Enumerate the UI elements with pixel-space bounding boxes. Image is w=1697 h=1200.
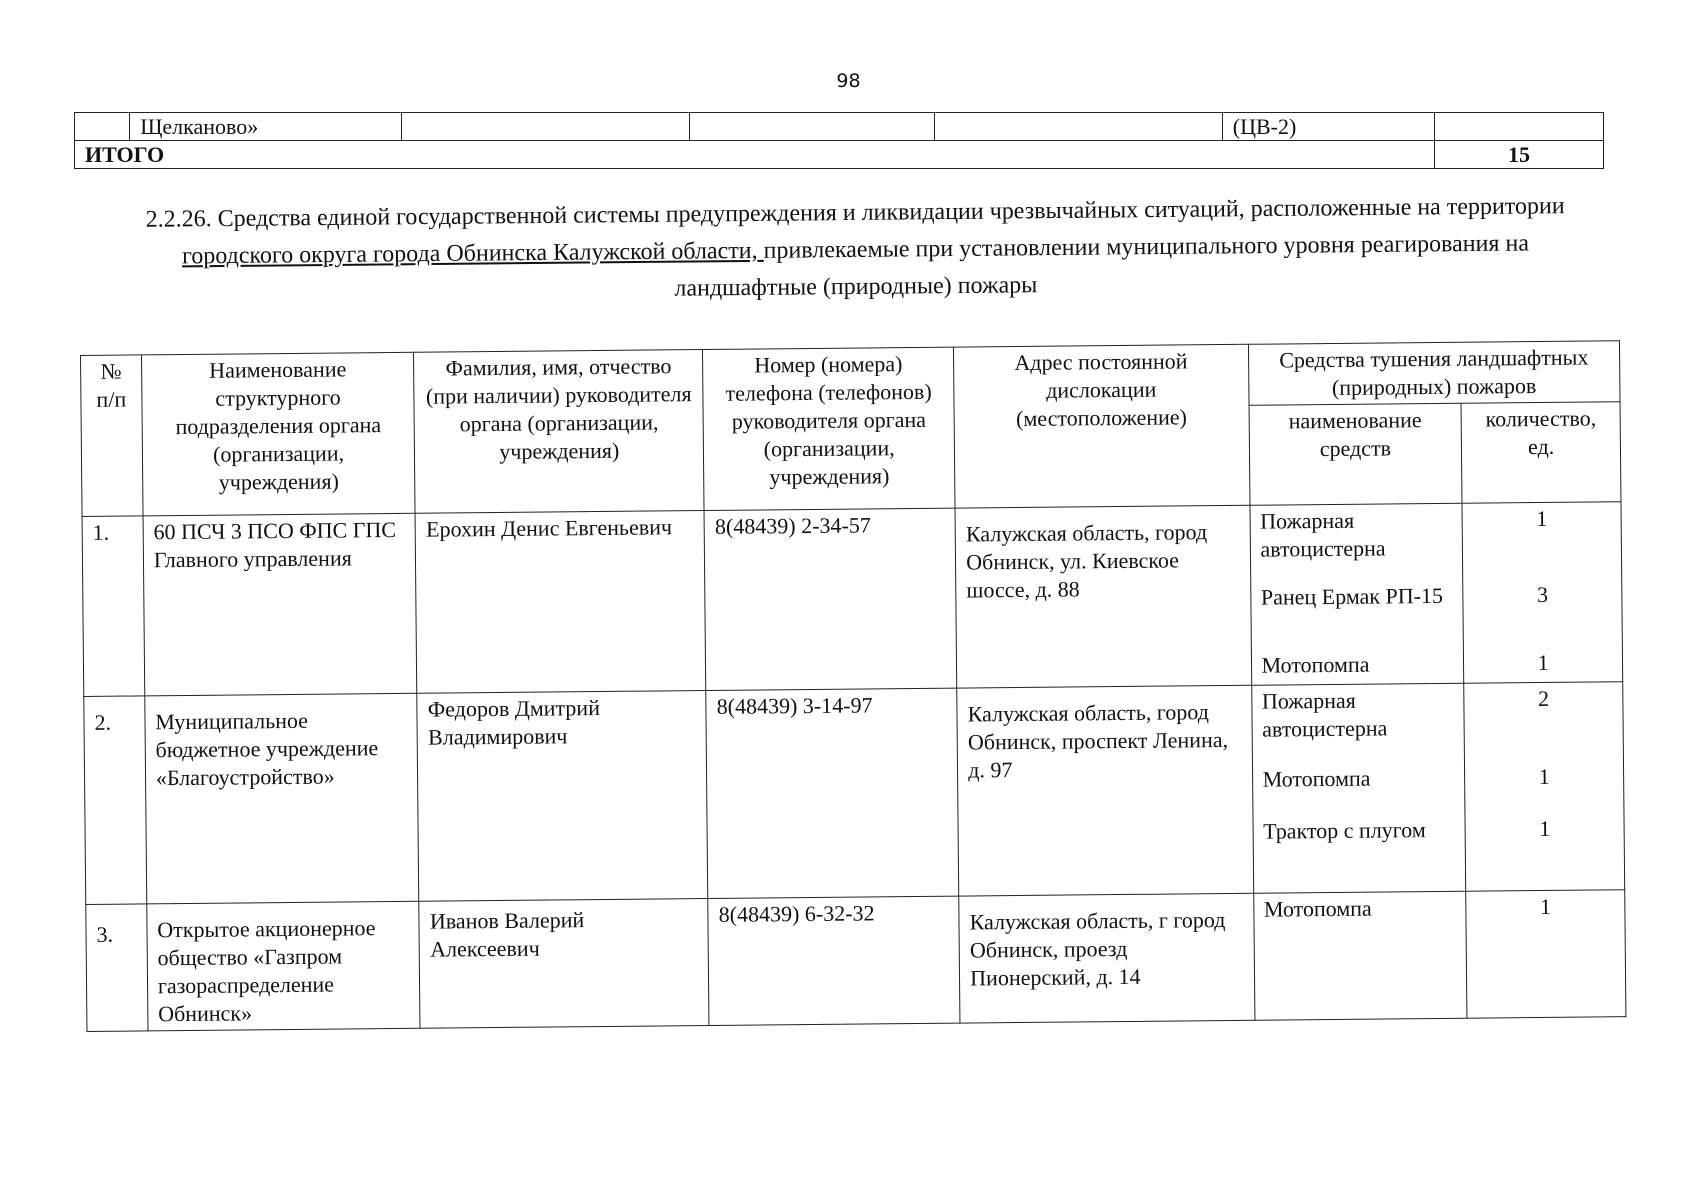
row-address-text: Калужская область, г город Обнинск, проезд Пионерский, д. 14 [969, 907, 1226, 991]
cont-cell-equipment: (ЦВ-2) [1222, 113, 1434, 141]
row-equipment [1250, 503, 1465, 685]
cont-cell-phone [690, 113, 935, 141]
row-qty [1466, 890, 1626, 1019]
cont-cell-fio [402, 113, 690, 141]
header-means-qty: количество, ед. [1461, 402, 1621, 504]
total-label: ИТОГО [75, 141, 1435, 169]
equipment-name: Трактор с плугом [1263, 817, 1426, 844]
row-name [147, 901, 421, 1031]
cont-cell-address [934, 113, 1222, 141]
row-num-text: 3. [96, 921, 114, 947]
row-fio: Федоров Дмитрий Владимирович [417, 691, 708, 902]
row-fio [419, 898, 709, 1028]
equipment-qty: 2 [1537, 685, 1550, 712]
equipment-name: Ранец Ермак РП-15 [1260, 582, 1444, 610]
row-address [959, 893, 1255, 1023]
continuation-table [74, 112, 1604, 169]
equipment-qty: 3 [1536, 581, 1549, 608]
total-value: 15 [1435, 141, 1604, 169]
row-name-text: Открытое акционерное общество «Газпром газораспределение Обнинск» [157, 915, 376, 1027]
row-qty [1464, 682, 1625, 892]
equipment-qty: 1 [1539, 893, 1552, 920]
header-num: № п/п [81, 355, 143, 517]
row-address-text: Калужская область, город Обнинск, проспект Ленина, д. 97 [967, 699, 1229, 783]
equipment-qty: 1 [1538, 763, 1550, 790]
row-num [84, 696, 147, 905]
row-address [955, 505, 1251, 688]
resources-table [80, 340, 1626, 1032]
equipment-name: Пожарная автоцистерна [1260, 507, 1386, 562]
row-num: 1. [82, 516, 145, 697]
cont-cell-qty [1435, 113, 1604, 141]
header-address: Адрес постоянной дислокации (местоположение) [954, 344, 1250, 508]
table-row [86, 890, 1626, 1032]
cont-cell-name: Щелканово» [130, 113, 402, 141]
equipment-qty: 1 [1537, 649, 1549, 676]
row-equipment [1251, 683, 1466, 893]
row-address-text: Калужская область, город Обнинск, ул. Киевское шоссе, д. 88 [965, 519, 1208, 603]
table-row [82, 502, 1623, 697]
row-phone: 8(48439) 3-14-97 [706, 688, 959, 898]
equipment-name: Мотопомпа [1261, 651, 1370, 678]
row-address [957, 685, 1253, 896]
section-heading [120, 188, 1591, 313]
equipment-name: Пожарная автоцистерна [1261, 687, 1388, 742]
row-name [145, 693, 420, 904]
table-row [84, 682, 1625, 905]
header-name: Наименование структурного подразделения органа (организации, учреждения) [141, 352, 415, 516]
header-phone: Номер (номера) телефона (телефонов) руководителя органа (организации, учреждения) [703, 347, 955, 510]
row-phone: 8(48439) 6-32-32 [708, 896, 960, 1025]
row-equipment [1253, 891, 1467, 1020]
header-fio: Фамилия, имя, отчество (при наличии) руководителя органа (организации, учреждения) [414, 350, 704, 514]
header-means: Средства тушения ландшафтных (природных) пожаров [1248, 341, 1620, 406]
equipment-qty: 1 [1536, 505, 1548, 532]
heading-underlined: городского округа города Обнинска Калужской области, [181, 237, 764, 270]
cont-cell-num [75, 113, 130, 141]
equipment-qty: 1 [1539, 815, 1551, 842]
row-fio-text: Иванов Валерий Алексеевич [429, 907, 585, 962]
heading-part2: привлекаемые при установлении муниципального уровня реагирования на ландшафтные (природные) пожары [674, 230, 1530, 302]
header-means-name: наименование средств [1249, 403, 1463, 505]
page-number: 98 [836, 70, 861, 92]
heading-part1: 2.2.26. Средства единой государственной системы предупреждения и ликвидации чрезвычайных ситуаций, расположенные на территории [145, 193, 1565, 233]
row-num [86, 904, 148, 1032]
row-num-text: 2. [94, 709, 112, 735]
equipment-name: Мотопомпа [1262, 765, 1371, 792]
row-qty [1462, 502, 1622, 684]
equipment-name: Мотопомпа [1263, 895, 1372, 922]
continuation-row [75, 113, 1604, 141]
row-name: 60 ПСЧ 3 ПСО ФПС ГПС Главного управления [143, 513, 417, 696]
total-row [75, 141, 1604, 169]
row-phone: 8(48439) 2-34-57 [704, 508, 957, 690]
row-name-text: Муниципальное бюджетное учреждение «Благоустройство» [155, 707, 379, 791]
row-fio: Ерохин Денис Евгеньевич [415, 511, 706, 694]
